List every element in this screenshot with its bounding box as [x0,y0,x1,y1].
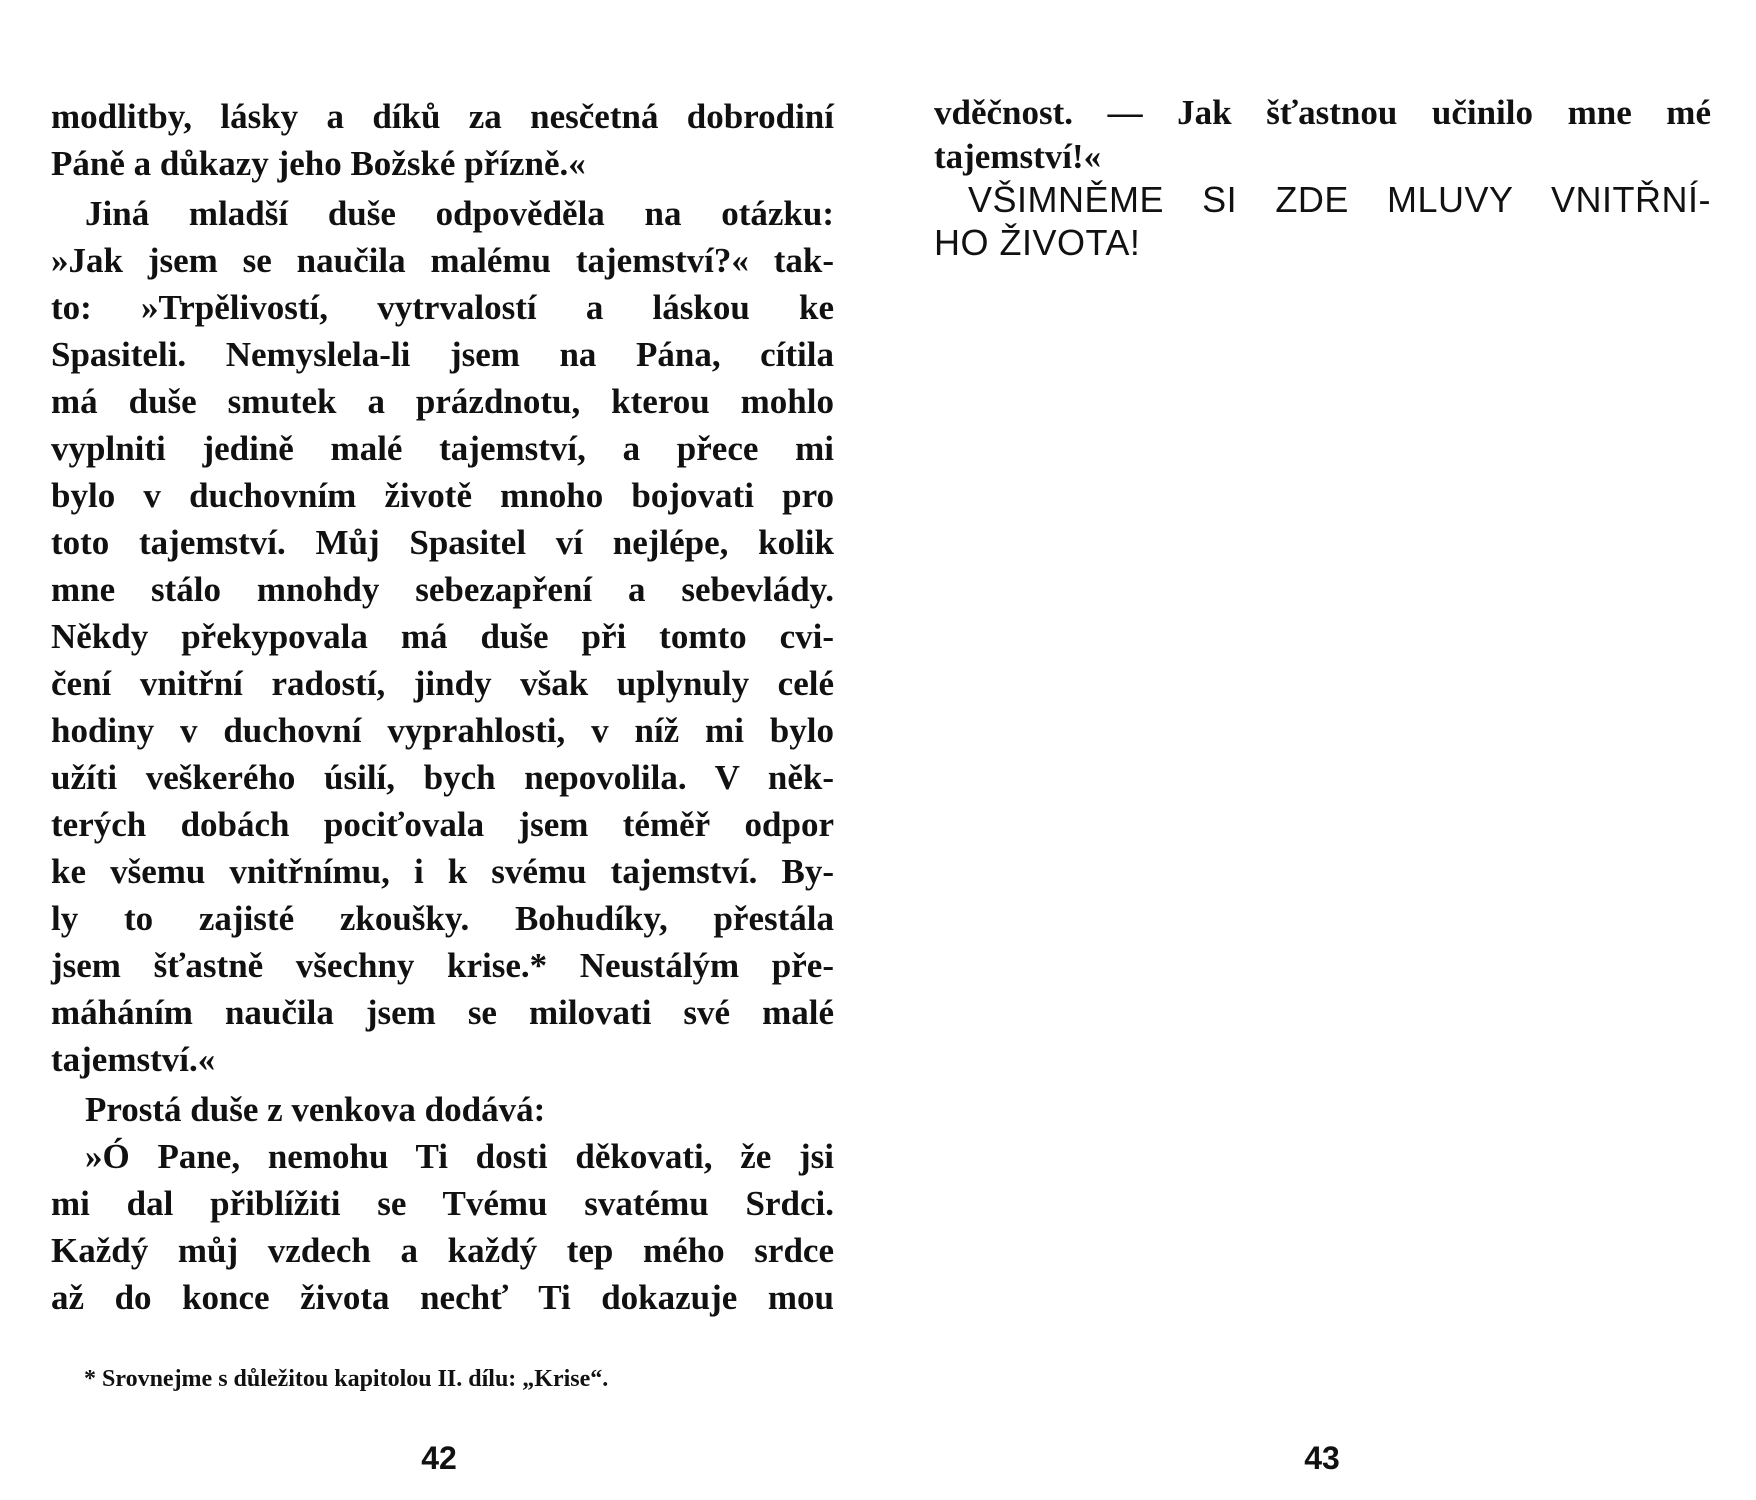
text-line: hodiny v duchovní vyprahlosti, v níž mi bylo [51,711,834,750]
text-line: to: »Trpělivostí, vytrvalostí a láskou ke [51,288,834,327]
text-line: čení vnitřní radostí, jindy však uplynuly celé [51,664,834,703]
text-line: Spasiteli. Nemyslela-li jsem na Pána, cítila [51,335,834,374]
text-line: Každý můj vzdech a každý tep mého srdce [51,1231,834,1270]
right-page [878,0,1756,1500]
heading-line: HO ŽIVOTA! [934,222,1141,263]
text-line: až do konce života nechť Ti dokazuje mou [51,1278,834,1317]
text-line: Páně a důkazy jeho Božské přízně.« [51,144,586,183]
right-page-body [934,89,1711,264]
text-line: bylo v duchovním životě mnoho bojovati pro [51,476,834,515]
text-line: modlitby, lásky a díků za nesčetná dobrodiní [51,97,834,136]
text-line: »Ó Pane, nemohu Ti dosti děkovati, že jsi [85,1137,834,1176]
text-line: vyplniti jedině malé tajemství, a přece mi [51,429,834,468]
left-page-body [51,93,834,1321]
text-line: Někdy překypovala má duše při tomto cvi- [51,617,834,656]
text-line: užíti veškerého úsilí, bych nepovolila. V něk- [51,758,834,797]
text-line: Prostá duše z venkova dodává: [85,1090,546,1129]
text-line: Jiná mladší duše odpověděla na otázku: [85,194,834,233]
text-line: ly to zajisté zkoušky. Bohudíky, přestála [51,899,834,938]
text-line: má duše smutek a prázdnotu, kterou mohlo [51,382,834,421]
text-line: »Jak jsem se naučila malému tajemství?« tak- [51,241,834,280]
text-line: tajemství.« [51,1040,216,1079]
text-line: mne stálo mnohdy sebezapření a sebevlády. [51,570,834,609]
footnote: * Srovnejme s důležitou kapitolou II. dílu: „Krise“. [84,1366,609,1392]
text-line: terých dobách pociťovala jsem téměř odpor [51,805,834,844]
text-line: jsem šťastně všechny krise.* Neustálým pře- [51,946,834,985]
text-line: tajemství!« [934,137,1102,176]
page-number: 42 [421,1440,457,1476]
text-line: toto tajemství. Můj Spasitel ví nejlépe, kolik [51,523,834,562]
text-line: máháním naučila jsem se milovati své malé [51,993,834,1032]
text-line: vděčnost. — Jak šťastnou učinilo mne mé [934,93,1711,132]
heading-line: VŠIMNĚME SI ZDE MLUVY VNITŘNÍ- [968,179,1711,220]
text-line: ke všemu vnitřnímu, i k svému tajemství. By- [51,852,834,891]
text-line: mi dal přiblížiti se Tvému svatému Srdci. [51,1184,834,1223]
page-number: 43 [1304,1440,1340,1476]
